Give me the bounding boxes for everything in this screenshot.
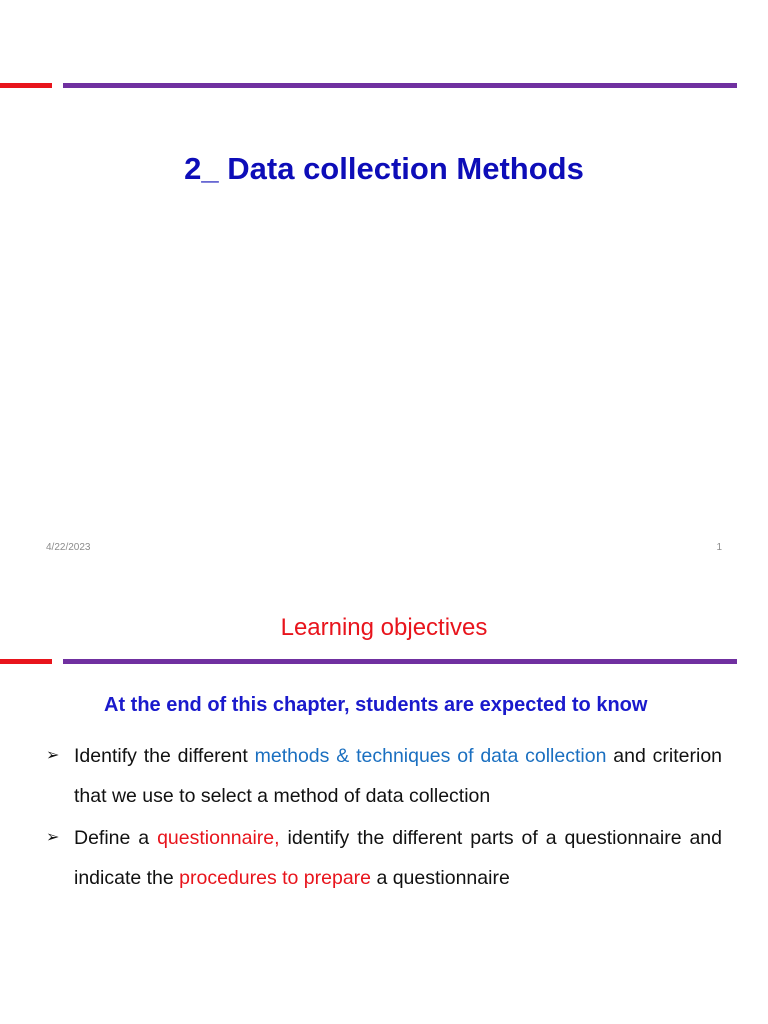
highlight-procedures: procedures to prepare bbox=[179, 867, 372, 889]
slide2-heading: Learning objectives bbox=[280, 614, 488, 641]
objective-text-1: Identify the different methods & techniques of data collection and criterion that we use to select a method of data collection bbox=[74, 745, 723, 807]
highlight-questionnaire: questionnaire, bbox=[157, 827, 280, 849]
objective-text-2: Define a questionnaire, identify the different parts of a questionnaire and indicate the procedures to prepare a questionnaire bbox=[74, 827, 722, 889]
slide1-footer-date: 4/22/2023 bbox=[46, 542, 91, 553]
slide1-slide-number: 1 bbox=[716, 542, 722, 553]
slide2-red-accent-bar bbox=[0, 659, 52, 664]
slide1-red-accent-bar bbox=[0, 83, 52, 88]
highlight-methods: methods & techniques of data collection bbox=[254, 745, 607, 767]
arrow-bullet-icon: ➢ bbox=[46, 747, 60, 764]
arrow-bullet-icon: ➢ bbox=[46, 829, 60, 846]
slide1-purple-rule bbox=[63, 83, 737, 88]
objective-bullet-2 bbox=[46, 818, 722, 898]
slide2-intro: At the end of this chapter, students are expected to know bbox=[104, 694, 648, 716]
objective-bullet-1 bbox=[46, 736, 722, 816]
slide2-purple-rule bbox=[63, 659, 737, 664]
slide1-title: 2_ Data collection Methods bbox=[184, 151, 584, 186]
